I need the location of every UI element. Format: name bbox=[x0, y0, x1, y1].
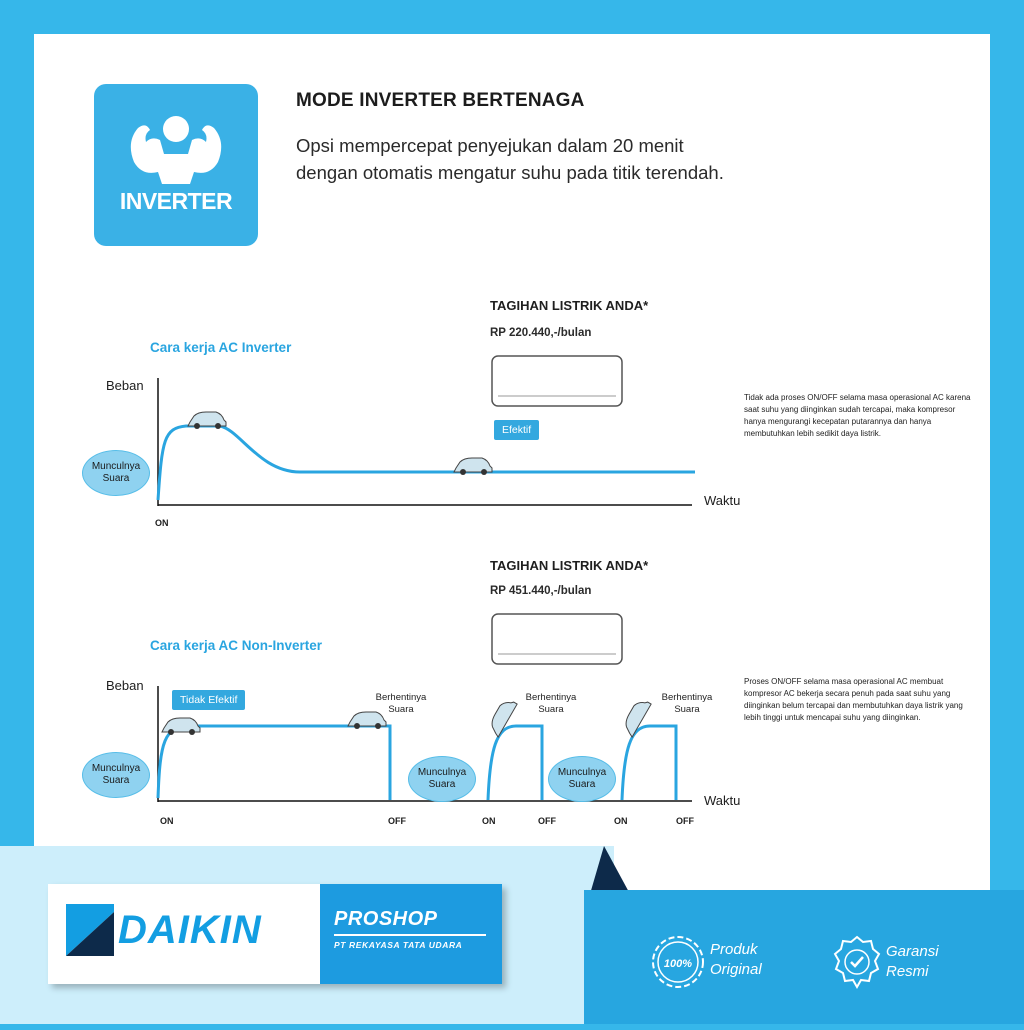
proshop-brand-text: PROSHOP bbox=[334, 908, 438, 930]
inverter-chart-title: Cara kerja AC Inverter bbox=[150, 340, 292, 355]
inverter-load-curve bbox=[158, 426, 695, 500]
stop-text: Berhentinya bbox=[375, 692, 427, 703]
inverter-chart bbox=[150, 360, 710, 510]
page-subtitle bbox=[296, 132, 936, 186]
badge-line: Garansi bbox=[886, 943, 939, 960]
bubble-text: Munculnya bbox=[557, 767, 607, 778]
car-icon bbox=[188, 412, 226, 429]
inverter-badge bbox=[94, 84, 258, 246]
car-icon bbox=[486, 697, 517, 737]
stop-sound-label-1 bbox=[366, 692, 436, 716]
on-label-2: ON bbox=[482, 816, 496, 826]
bubble-text: Suara bbox=[568, 779, 596, 790]
bubble-text: Munculnya bbox=[91, 461, 141, 472]
inverter-sound-bubble bbox=[82, 450, 150, 496]
noninverter-bill-amount: RP 451.440,-/bulan bbox=[490, 585, 592, 597]
noninverter-sound-bubble-1 bbox=[82, 752, 150, 798]
proshop-subtitle: PT REKAYASA TATA UDARA bbox=[334, 940, 463, 950]
bubble-text: Suara bbox=[428, 779, 456, 790]
stop-text: Suara bbox=[538, 704, 564, 715]
inverter-note: Tidak ada proses ON/OFF selama masa operasional AC karena saat suhu yang diinginkan sudah tercapai, maka kompresor hanya mengurangi kecepatan putarannya dan hanya membutuhkan lebih sedikit daya listrik. bbox=[744, 393, 971, 438]
warranty-icon bbox=[832, 934, 882, 990]
bubble-text: Suara bbox=[102, 473, 130, 484]
stop-sound-label-3 bbox=[652, 692, 722, 716]
noninverter-ineffective-tag: Tidak Efektif bbox=[172, 690, 245, 710]
car-icon bbox=[454, 458, 492, 475]
subtitle-line-2: dengan otomatis mengatur suhu pada titik terendah. bbox=[296, 162, 724, 183]
noninverter-chart-title: Cara kerja AC Non-Inverter bbox=[150, 638, 323, 653]
page-title: MODE INVERTER BERTENAGA bbox=[296, 90, 585, 111]
bubble-text: Munculnya bbox=[91, 763, 141, 774]
off-label-3: OFF bbox=[676, 816, 694, 826]
bubble-text: Munculnya bbox=[417, 767, 467, 778]
inverter-x-label: Waktu bbox=[704, 493, 741, 508]
bubble-text: Suara bbox=[102, 775, 130, 786]
subtitle-line-1: Opsi mempercepat penyejukan dalam 20 menit bbox=[296, 135, 684, 156]
stop-text: Berhentinya bbox=[525, 692, 577, 703]
badge-line: Resmi bbox=[886, 963, 929, 980]
inverter-badge-label: INVERTER bbox=[119, 188, 233, 214]
inverter-bill-amount: RP 220.440,-/bulan bbox=[490, 327, 592, 339]
noninverter-y-label: Beban bbox=[106, 678, 144, 693]
off-label-2: OFF bbox=[538, 816, 556, 826]
badge-line: Produk bbox=[710, 941, 758, 958]
original-badge-percent: 100% bbox=[663, 958, 693, 970]
original-product-icon bbox=[650, 934, 706, 990]
noninverter-sound-bubble-2 bbox=[408, 756, 476, 802]
on-label-1: ON bbox=[160, 816, 174, 826]
stop-sound-label-2 bbox=[516, 692, 586, 716]
car-icon bbox=[162, 718, 200, 735]
inverter-bill-title: TAGIHAN LISTRIK ANDA* bbox=[490, 298, 649, 313]
original-product-text bbox=[710, 940, 762, 980]
off-label-1: OFF bbox=[388, 816, 406, 826]
badge-line: Original bbox=[710, 961, 762, 978]
strong-arms-icon bbox=[94, 84, 258, 246]
proshop-underline bbox=[334, 934, 486, 936]
daikin-brand-text: DAIKIN bbox=[118, 908, 262, 952]
stop-text: Suara bbox=[674, 704, 700, 715]
warranty-text bbox=[886, 942, 939, 982]
noninverter-x-label: Waktu bbox=[704, 793, 741, 808]
noninverter-bill-title: TAGIHAN LISTRIK ANDA* bbox=[490, 558, 649, 573]
daikin-logo-icon bbox=[66, 904, 114, 956]
on-label-3: ON bbox=[614, 816, 628, 826]
noninverter-note: Proses ON/OFF selama masa operasional AC membuat kompresor AC bekerja secara penuh pada saat suhu yang diinginkan belum tercapai dan membutuhkan daya listrik yang lebih tinggi untuk mencapai suhu yang diinginkan. bbox=[744, 677, 963, 722]
noninverter-sound-bubble-3 bbox=[548, 756, 616, 802]
inverter-on-label: ON bbox=[155, 518, 169, 528]
stop-text: Suara bbox=[388, 704, 414, 715]
inverter-y-label: Beban bbox=[106, 378, 144, 393]
car-icon bbox=[620, 697, 651, 737]
stop-text: Berhentinya bbox=[661, 692, 713, 703]
inverter-effective-tag: Efektif bbox=[494, 420, 539, 440]
